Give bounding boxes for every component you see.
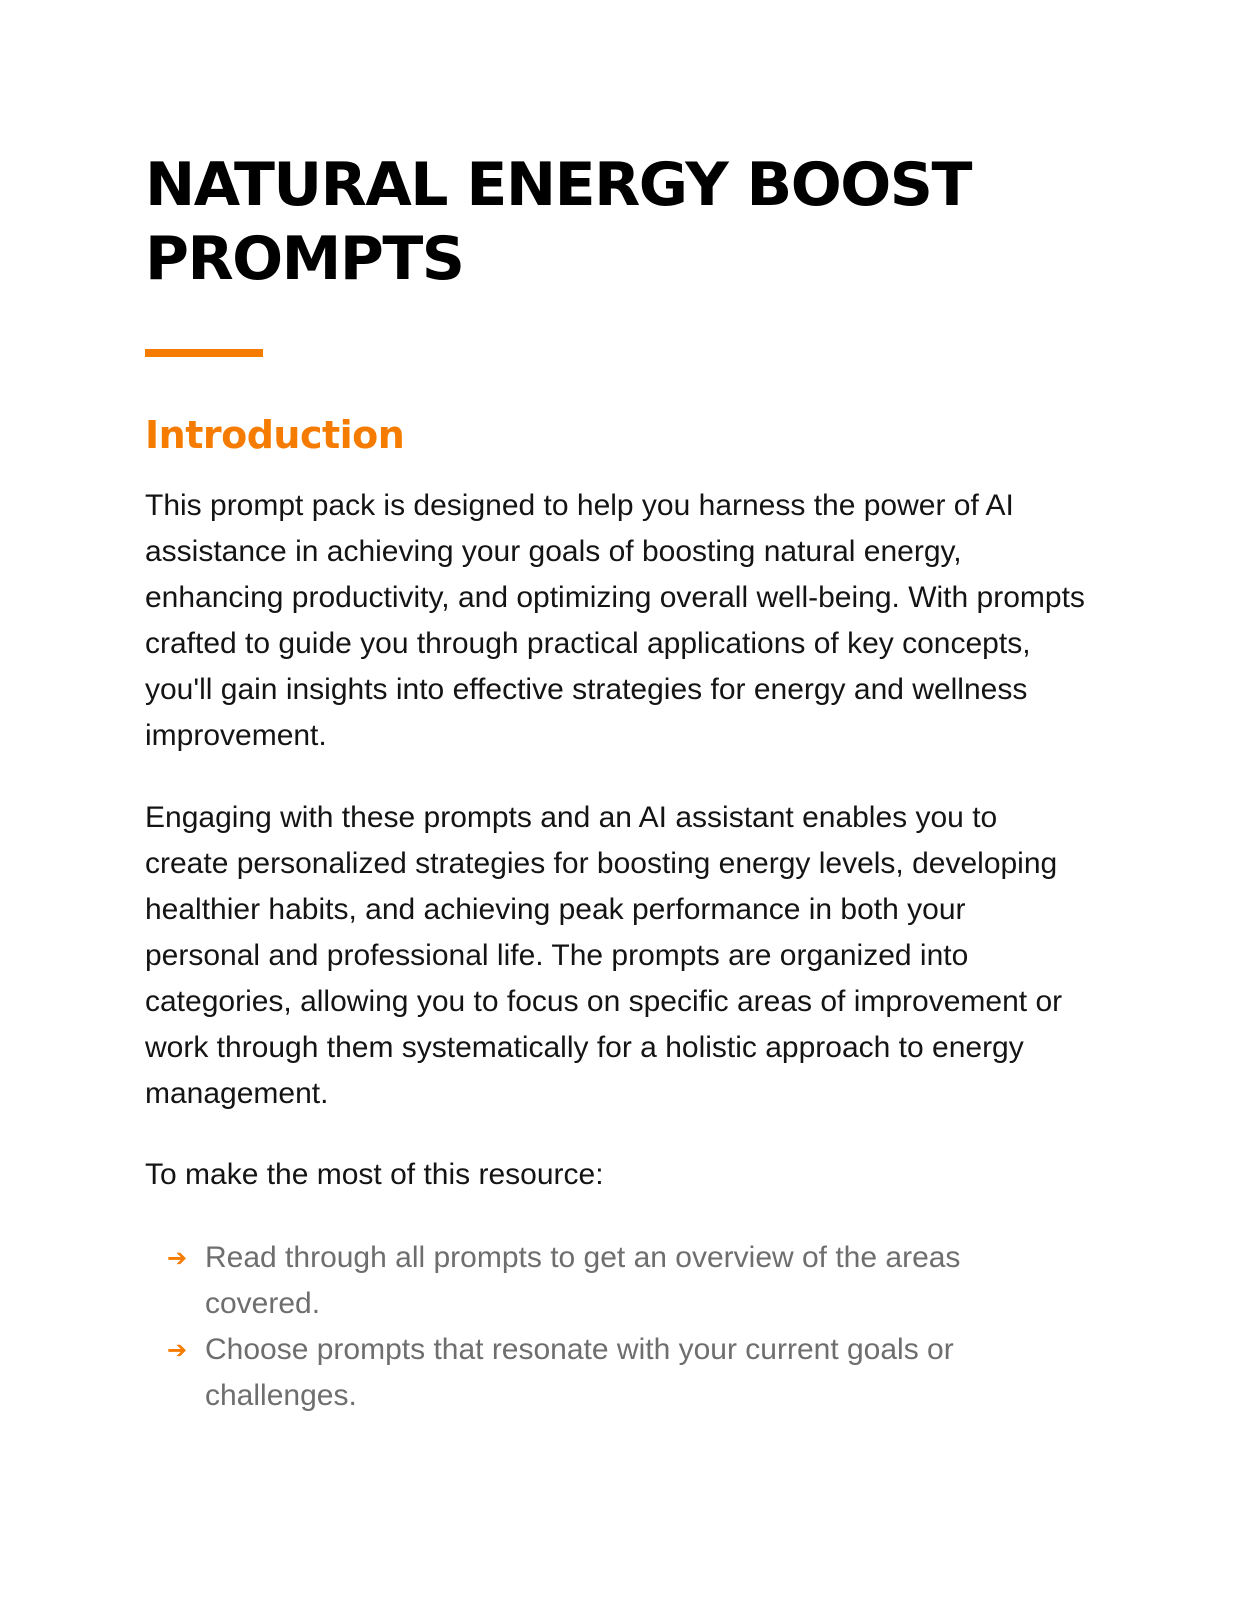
tips-list bbox=[145, 1235, 1085, 1419]
page-title: NATURAL ENERGY BOOST PROMPTS bbox=[145, 150, 971, 294]
list-item-text: Choose prompts that resonate with your current goals or challenges. bbox=[205, 1333, 954, 1412]
list-item bbox=[145, 1235, 1085, 1327]
intro-paragraph-3: To make the most of this resource: bbox=[145, 1158, 604, 1191]
list-item-text: Read through all prompts to get an overview of the areas covered. bbox=[205, 1241, 961, 1320]
arrow-right-icon: ➔ bbox=[167, 1244, 188, 1272]
arrow-right-icon: ➔ bbox=[167, 1336, 188, 1364]
accent-divider bbox=[145, 349, 263, 357]
section-heading-introduction: Introduction bbox=[145, 413, 405, 457]
list-item bbox=[145, 1327, 1085, 1419]
intro-paragraph-1: This prompt pack is designed to help you harness the power of AI assistance in achieving your goals of boosting natural energy, enhancing productivity, and optimizing overall well-being. With prompts crafted to guide you through practical applications of key concepts, you'll gain insights into effective strategies for energy and wellness improvement. bbox=[145, 489, 1085, 752]
intro-paragraph-2: Engaging with these prompts and an AI assistant enables you to create personalized strategies for boosting energy levels, developing healthier habits, and achieving peak performance in both your personal and professional life. The prompts are organized into categories, allowing you to focus on specific areas of improvement or work through them systematically for a holistic approach to energy management. bbox=[145, 801, 1063, 1110]
